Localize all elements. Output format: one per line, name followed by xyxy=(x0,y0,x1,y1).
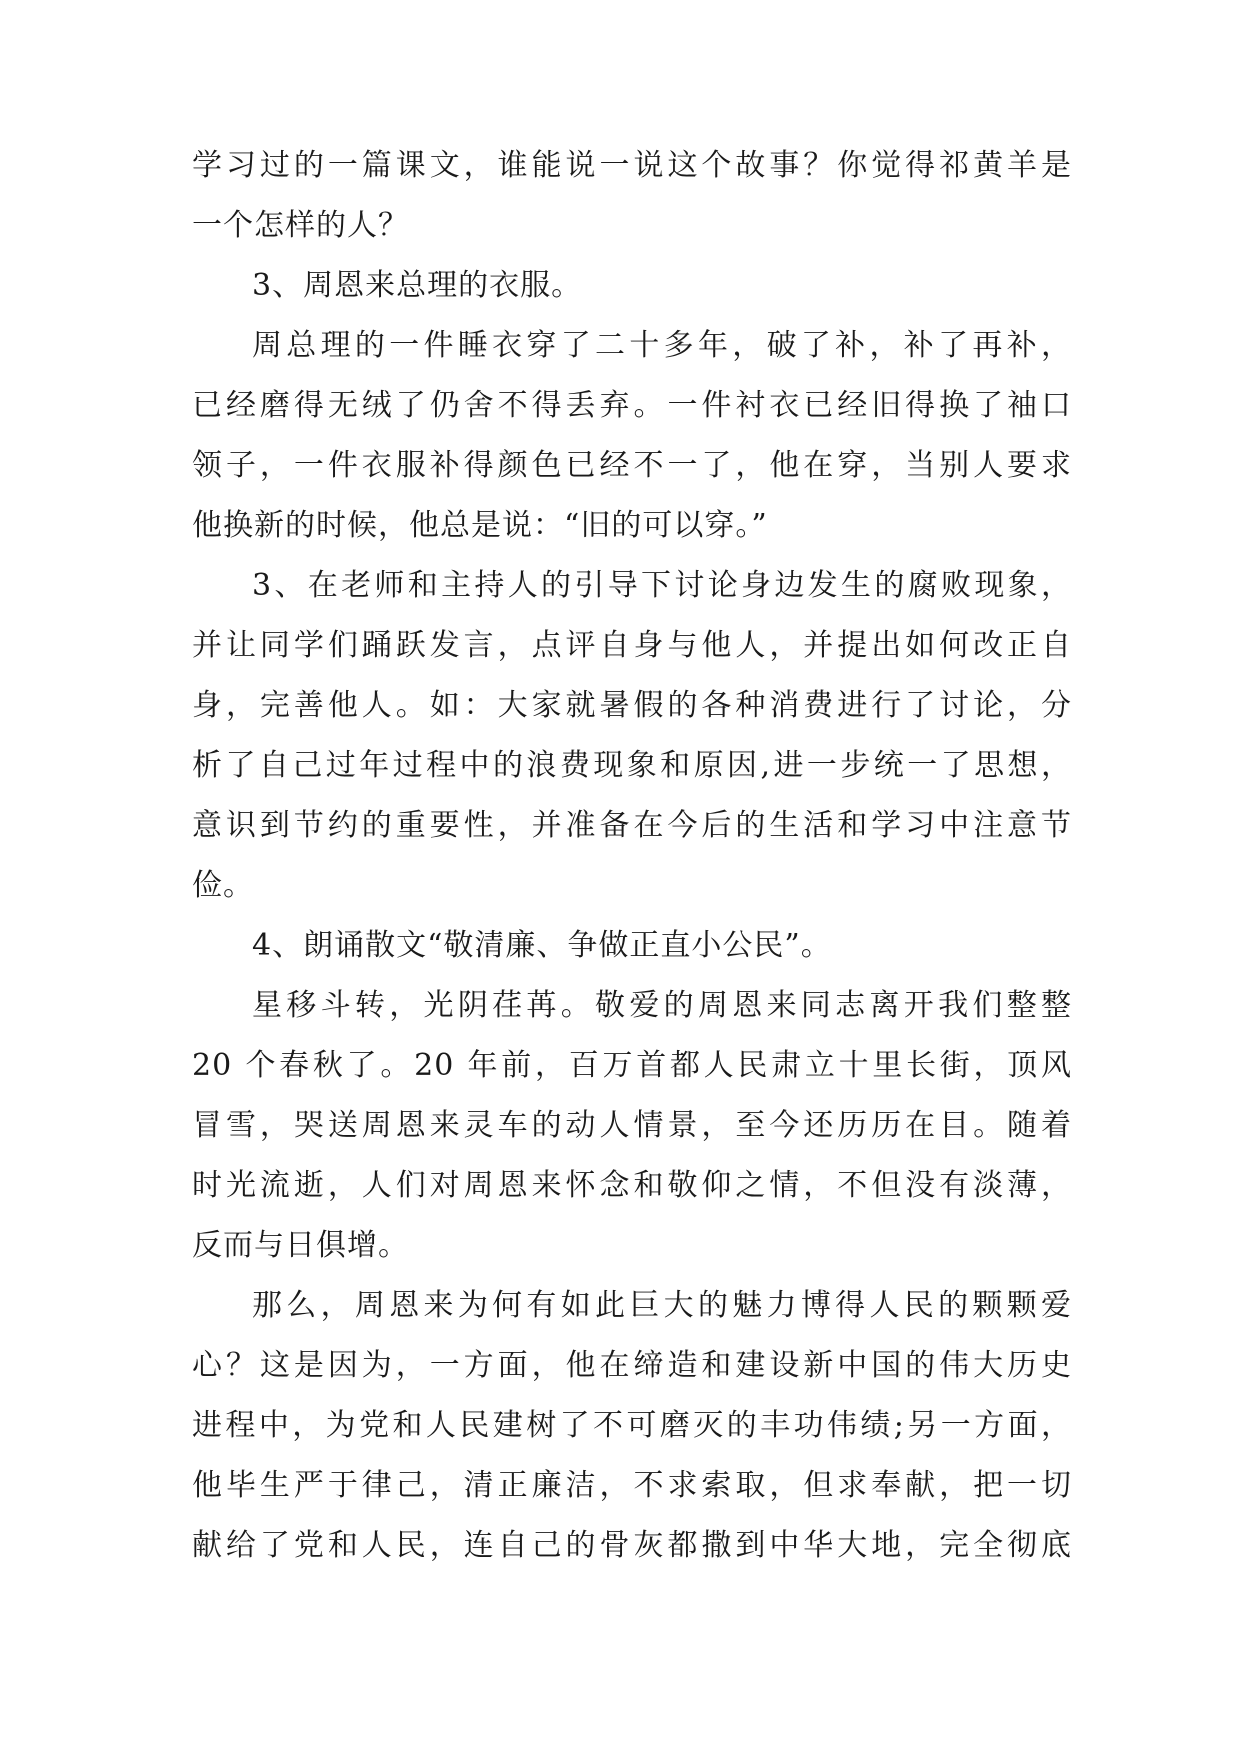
text-line: 周总理的一件睡衣穿了二十多年，破了补，补了再补， xyxy=(252,328,1072,363)
text-line: 星移斗转，光阴荏苒。敬爱的周恩来同志离开我们整整 xyxy=(252,988,1072,1023)
text-line: 他换新的时候，他总是说：“旧的可以穿。” xyxy=(192,508,768,543)
text-line: 学习过的一篇课文，谁能说一说这个故事？你觉得祁黄羊是 xyxy=(192,148,1072,183)
text-line: 已经磨得无绒了仍舍不得丢弃。一件衬衣已经旧得换了袖口 xyxy=(192,388,1072,423)
text-line: 意识到节约的重要性，并准备在今后的生活和学习中注意节 xyxy=(192,808,1072,843)
text-line: 进程中，为党和人民建树了不可磨灭的丰功伟绩;另一方面， xyxy=(192,1408,1072,1443)
section-heading: 3、在老师和主持人的引导下讨论身边发生的腐败现象， xyxy=(252,568,1072,603)
text-line: 并让同学们踊跃发言，点评自身与他人，并提出如何改正自 xyxy=(192,628,1072,663)
text-line: 他毕生严于律己，清正廉洁，不求索取，但求奉献，把一切 xyxy=(192,1468,1072,1503)
section-heading: 4、朗诵散文“敬清廉、争做正直小公民”。 xyxy=(252,928,832,963)
text-line: 俭。 xyxy=(192,868,254,903)
text-line: 一个怎样的人？ xyxy=(192,208,409,243)
text-line: 献给了党和人民，连自己的骨灰都撒到中华大地，完全彻底 xyxy=(192,1528,1072,1563)
text-line: 心？这是因为，一方面，他在缔造和建设新中国的伟大历史 xyxy=(192,1348,1072,1383)
text-line: 反而与日俱增。 xyxy=(192,1228,409,1263)
text-line: 那么，周恩来为何有如此巨大的魅力博得人民的颗颗爱 xyxy=(252,1288,1072,1323)
text-line: 20 个春秋了。20 年前，百万首都人民肃立十里长街，顶风 xyxy=(192,1048,1072,1083)
text-line: 身，完善他人。如：大家就暑假的各种消费进行了讨论，分 xyxy=(192,688,1072,723)
text-line: 时光流逝，人们对周恩来怀念和敬仰之情，不但没有淡薄， xyxy=(192,1168,1072,1203)
text-line: 冒雪，哭送周恩来灵车的动人情景，至今还历历在目。随着 xyxy=(192,1108,1072,1143)
text-line: 析了自己过年过程中的浪费现象和原因,进一步统一了思想， xyxy=(192,748,1072,783)
section-heading: 3、周恩来总理的衣服。 xyxy=(252,268,583,303)
text-line: 领子，一件衣服补得颜色已经不一了，他在穿，当别人要求 xyxy=(192,448,1072,483)
